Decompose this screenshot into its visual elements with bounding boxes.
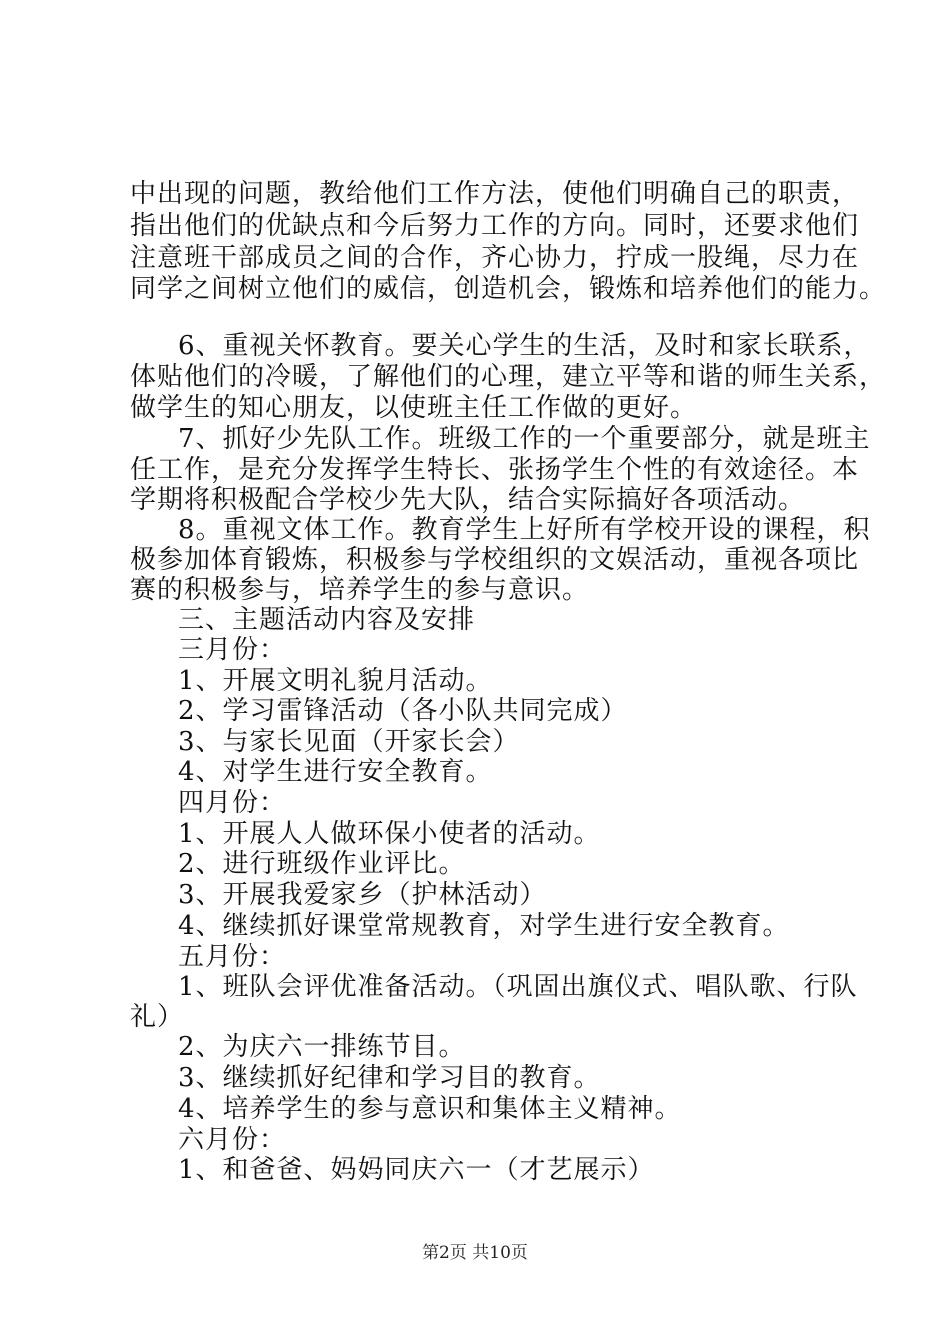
- list-item: 3、继续抓好纪律和学习目的教育。: [178, 1063, 601, 1093]
- text-line: 赛的积极参与，培养学生的参与意识。: [130, 575, 590, 605]
- text-line: 极参加体育锻炼，积极参与学校组织的文娱活动，重视各项比: [130, 545, 860, 575]
- month-heading: 三月份：: [178, 635, 287, 665]
- list-item: 4、培养学生的参与意识和集体主义精神。: [178, 1094, 682, 1124]
- text-line: 注意班干部成员之间的合作，齐心协力，拧成一股绳，尽力在: [130, 243, 860, 273]
- text-line: 体贴他们的冷暖，了解他们的心理，建立平等和谐的师生关系，: [130, 362, 887, 392]
- list-item: 2、学习雷锋活动（各小队共同完成）: [178, 696, 628, 726]
- text-line: 指出他们的优缺点和今后努力工作的方向。同时，还要求他们: [130, 211, 860, 241]
- month-heading: 四月份：: [178, 788, 287, 818]
- list-item: 1、开展文明礼貌月活动。: [178, 666, 493, 696]
- list-item: 3、与家长见面（开家长会）: [178, 727, 520, 757]
- text-line: 6、重视关怀教育。要关心学生的生活，及时和家长联系，: [178, 331, 871, 361]
- text-line: 学期将积极配合学校少先大队，结合实际搞好各项活动。: [130, 485, 806, 515]
- section-heading: 三、主题活动内容及安排: [178, 605, 476, 635]
- text-line: 同学之间树立他们的威信，创造机会，锻炼和培养他们的能力。: [130, 274, 887, 304]
- text-line: 8。重视文体工作。教育学生上好所有学校开设的课程，积: [178, 515, 871, 545]
- list-item: 4、对学生进行安全教育。: [178, 757, 493, 787]
- list-item: 1、开展人人做环保小使者的活动。: [178, 819, 601, 849]
- text-line: 任工作，是充分发挥学生特长、张扬学生个性的有效途径。本: [130, 455, 860, 485]
- text-line: 7、抓好少先队工作。班级工作的一个重要部分，就是班主: [178, 424, 871, 454]
- list-item: 2、为庆六一排练节目。: [178, 1032, 466, 1062]
- list-item: 2、进行班级作业评比。: [178, 849, 466, 879]
- list-item: 4、继续抓好课堂常规教育，对学生进行安全教育。: [178, 911, 790, 941]
- list-item: 3、开展我爱家乡（护林活动）: [178, 880, 547, 910]
- list-item-continuation: 礼）: [130, 1002, 185, 1032]
- list-item: 1、班队会评优准备活动。（巩固出旗仪式、唱队歌、行队: [178, 972, 858, 1002]
- list-item: 1、和爸爸、妈妈同庆六一（才艺展示）: [178, 1155, 655, 1185]
- text-line: 做学生的知心朋友，以使班主任工作做的更好。: [130, 393, 698, 423]
- month-heading: 五月份：: [178, 942, 287, 972]
- text-line: 中出现的问题，教给他们工作方法，使他们明确自己的职责，: [130, 179, 860, 209]
- page-number-footer: 第2页 共10页: [422, 1243, 528, 1263]
- month-heading: 六月份：: [178, 1125, 287, 1155]
